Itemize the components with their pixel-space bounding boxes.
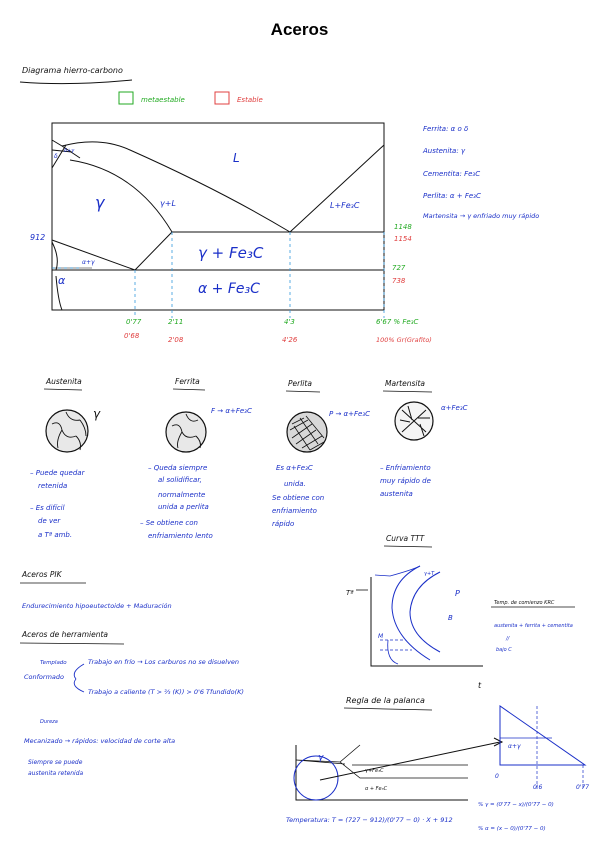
lever-percent-alpha: % α = (x − 0)/(0'77 − 0) bbox=[478, 826, 546, 832]
ttt-side-4: bajo C bbox=[496, 647, 512, 653]
siempre-line-2: austenita retenida bbox=[28, 770, 84, 777]
carbon-426: 4'26 bbox=[282, 336, 298, 344]
region-delta-gamma: δ+γ bbox=[64, 148, 75, 154]
perlita-micrograph bbox=[287, 412, 327, 452]
ferr-note-3: normalmente bbox=[158, 491, 206, 499]
conformado-label: Conformado bbox=[24, 673, 64, 681]
micro-notes bbox=[30, 464, 431, 540]
mart-note-3: austenita bbox=[380, 490, 413, 498]
heading-underline bbox=[20, 80, 132, 84]
frio-line: Trabajo en frío → Los carburos no se disuelven bbox=[88, 658, 240, 666]
lever-alpha-gamma: α+γ bbox=[508, 743, 521, 750]
carbon-667: 6'67 % Fe₃C bbox=[376, 318, 419, 326]
austenita-symbol: γ bbox=[93, 407, 101, 421]
aust-note-5: a Tª amb. bbox=[38, 531, 73, 539]
region-alpha-fe3c: α + Fe₃C bbox=[198, 281, 260, 297]
perl-note-3: Se obtiene con bbox=[272, 494, 325, 502]
temp-1154: 1154 bbox=[394, 235, 412, 243]
carbon-43: 4'3 bbox=[284, 318, 295, 326]
lever-formula: Temperatura: T = (727 − 912)/(0'77 − 0) · X + 912 bbox=[286, 816, 453, 824]
ttt-b-label: B bbox=[448, 614, 453, 622]
note-perlita: Perlita: α + Fe₃C bbox=[423, 192, 481, 200]
legend-metastable-label: metaestable bbox=[141, 96, 185, 104]
microstructures bbox=[30, 377, 468, 540]
region-gamma-fe3c: γ + Fe₃C bbox=[198, 244, 264, 262]
ferr-note-6: enfriamiento lento bbox=[148, 532, 213, 540]
temp-738: 738 bbox=[392, 277, 406, 285]
legend-stable-box bbox=[215, 92, 229, 104]
lever-gamma: γ bbox=[318, 753, 324, 763]
tool-heading: Aceros de herramienta bbox=[22, 630, 109, 639]
micro-title-ferrita: Ferrita bbox=[175, 377, 200, 386]
note-austenita: Austenita: γ bbox=[423, 147, 466, 155]
ferrita-micrograph bbox=[166, 412, 206, 452]
diagram-heading: Diagrama hierro-carbono bbox=[22, 66, 123, 75]
siempre-line-1: Siempre se puede bbox=[28, 759, 83, 766]
svg-text:γ+T: γ+T bbox=[424, 571, 435, 577]
lever-axis-0: 0 bbox=[495, 773, 499, 780]
ttt-side-2: austenita + ferrita + cementita bbox=[494, 623, 573, 629]
caliente-line: Trabajo a caliente (T > ⅔ (K)) > 0'6 Tfundido(K) bbox=[88, 688, 244, 696]
hsla-heading: Aceros PIK bbox=[22, 570, 62, 579]
mart-note-2: muy rápido de bbox=[380, 477, 431, 485]
note-ferrita: Ferrita: α o δ bbox=[423, 125, 469, 133]
temp-912: 912 bbox=[30, 233, 46, 242]
region-liquid: L bbox=[233, 151, 240, 165]
region-gamma: γ bbox=[95, 193, 105, 212]
legend-stable-label: Estable bbox=[237, 96, 263, 104]
austenita-micrograph bbox=[46, 410, 88, 452]
legend-metastable-box bbox=[119, 92, 133, 104]
liquidus-line bbox=[62, 142, 384, 232]
aust-note-3: – Es difícil bbox=[30, 504, 65, 512]
aust-note-1: – Puede quedar bbox=[30, 469, 85, 477]
ferr-note-4: unida a perlita bbox=[158, 503, 209, 511]
ttt-side-1: Temp. de comienzo KRC bbox=[494, 600, 555, 606]
region-delta: δ bbox=[54, 153, 58, 160]
ferr-note-5: – Se obtiene con bbox=[140, 519, 198, 527]
carbon-211: 2'11 bbox=[168, 318, 184, 326]
perl-note-1: Es α+Fe₃C bbox=[276, 464, 313, 472]
ferr-note-1: – Queda siempre bbox=[148, 464, 208, 472]
aust-note-4: de ver bbox=[38, 517, 61, 525]
temp-727: 727 bbox=[392, 264, 406, 272]
region-alpha: α bbox=[58, 274, 66, 287]
perlita-label: P → α+Fe₃C bbox=[329, 410, 371, 418]
phase-notes bbox=[422, 125, 539, 220]
alpha-solvus bbox=[52, 242, 57, 270]
lever-alpha-fe3c: α + Fe₃C bbox=[365, 786, 388, 792]
micro-title-austenita: Austenita bbox=[46, 377, 82, 386]
lever-axis-077: 0'77 bbox=[576, 784, 590, 791]
ttt-p-label: P bbox=[455, 589, 460, 598]
ttt-curve bbox=[346, 534, 575, 690]
note-cementita: Cementita: Fe₃C bbox=[423, 170, 481, 178]
ttt-time-label: t bbox=[478, 681, 482, 690]
perl-note-2: unida. bbox=[284, 480, 306, 488]
carbon-068: 0'68 bbox=[124, 332, 140, 340]
mart-note-1: – Enfriamiento bbox=[380, 464, 431, 472]
aust-note-2: retenida bbox=[38, 482, 68, 490]
ttt-title: Curva TTT bbox=[386, 534, 425, 543]
ttt-side-3: // bbox=[506, 636, 510, 642]
perl-note-5: rápido bbox=[272, 520, 295, 528]
region-labels bbox=[54, 148, 360, 297]
hsla-line: Endurecimiento hipoeutectoide + Maduración bbox=[22, 602, 172, 610]
region-l-fe3c: L+Fe₃C bbox=[330, 201, 360, 210]
carbon-077: 0'77 bbox=[126, 318, 142, 326]
lever-rule bbox=[286, 696, 589, 832]
martensita-label: α+Fe₃C bbox=[441, 404, 468, 412]
ferr-note-2: al solidificar, bbox=[158, 476, 202, 484]
ferrita-label: F → α+Fe₃C bbox=[211, 407, 252, 415]
acm-line bbox=[135, 232, 172, 270]
micro-title-perlita: Perlita bbox=[288, 379, 312, 388]
perl-note-4: enfriamiento bbox=[272, 507, 317, 515]
lever-percent-gamma: % γ = (0'77 − x)/(0'77 − 0) bbox=[478, 802, 554, 808]
carbon-100: 100% Gr(Grafito) bbox=[376, 336, 432, 344]
ttt-temp-label: Tª bbox=[346, 589, 354, 597]
lever-axis-06: 0'6 bbox=[533, 784, 543, 791]
lever-gamma-fe3c: γ+Fe₃C bbox=[365, 768, 384, 774]
temp-1148: 1148 bbox=[394, 223, 412, 231]
region-alpha-gamma: α+γ bbox=[82, 259, 95, 266]
dureza-label: Dureza bbox=[40, 719, 58, 725]
region-gamma-l: γ+L bbox=[160, 199, 176, 208]
templado-label: Templado bbox=[40, 660, 67, 666]
mecanizado-line: Mecanizado → rápidos: velocidad de corte alta bbox=[24, 737, 176, 745]
lever-title: Regla de la palanca bbox=[346, 696, 425, 705]
micro-title-martensita: Martensita bbox=[385, 379, 425, 388]
ttt-m-label: M bbox=[378, 633, 384, 640]
page-title: Aceros bbox=[270, 20, 329, 39]
martensita-micrograph bbox=[395, 402, 433, 440]
aceros-section bbox=[20, 570, 244, 777]
carbon-208: 2'08 bbox=[168, 336, 184, 344]
note-martensita: Martensita → γ enfriado muy rápido bbox=[423, 212, 540, 220]
solidus-line bbox=[70, 160, 172, 232]
